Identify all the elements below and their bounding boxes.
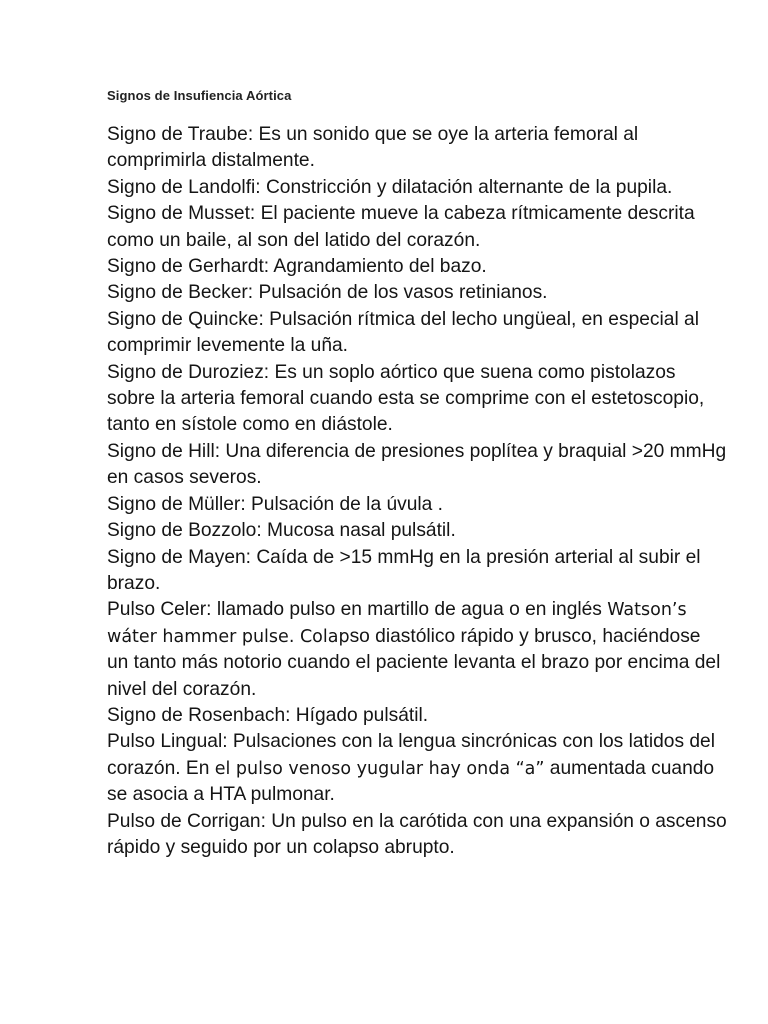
pulso-celer-text-2: Watson’s wáter hammer pulse bbox=[107, 600, 687, 647]
paragraph-muller: Signo de Müller: Pulsación de la úvula . bbox=[107, 493, 443, 515]
paragraph-pulso-celer bbox=[107, 597, 727, 703]
paragraph-bozzolo: Signo de Bozzolo: Mucosa nasal pulsátil. bbox=[107, 520, 456, 542]
paragraph-traube: Signo de Traube: Es un sonido que se oye la arteria femoral al comprimirla distalmente. bbox=[107, 124, 639, 172]
document-body bbox=[107, 122, 727, 861]
paragraph-becker: Signo de Becker: Pulsación de los vasos retinianos. bbox=[107, 282, 548, 304]
pulso-lingual-text-3: aumentada cuando se asocia a HTA pulmonar. bbox=[107, 757, 715, 806]
paragraph-duroziez: Signo de Duroziez: Es un soplo aórtico que suena como pistolazos sobre la arteria femoral cuando esta se comprime con el estetoscopio, tanto en sístole como en diástole. bbox=[107, 361, 705, 436]
paragraph-hill: Signo de Hill: Una diferencia de presiones poplítea y braquial >20 mmHg en casos severos. bbox=[107, 440, 727, 489]
pulso-celer-text-1: Pulso Celer: llamado pulso en martillo de agua o en inglés bbox=[107, 599, 608, 621]
paragraph-mayen: Signo de Mayen: Caída de >15 mmHg en la presión arterial al subir el brazo. bbox=[107, 546, 701, 594]
pulso-lingual-text-1: Pulso Lingual: Pulsaciones con la lengua sincrónicas con los latidos del corazón. En bbox=[107, 731, 715, 779]
paragraph-pulso-lingual bbox=[107, 729, 727, 808]
paragraph-musset: Signo de Musset: El paciente mueve la cabeza rítmicamente descrita como un baile, al son del latido del corazón. bbox=[107, 203, 695, 251]
paragraph-gerhardt: Signo de Gerhardt: Agrandamiento del bazo. bbox=[107, 256, 487, 278]
paragraph-rosenbach: Signo de Rosenbach: Hígado pulsátil. bbox=[107, 704, 429, 726]
pulso-lingual-text-2: el pulso venoso yugular hay onda “a” bbox=[214, 758, 545, 779]
pulso-celer-text-3: . Colap bbox=[288, 626, 350, 647]
document-title: Signos de Insufiencia Aórtica bbox=[107, 88, 292, 103]
paragraph-quincke: Signo de Quincke: Pulsación rítmica del lecho ungüeal, en especial al comprimir levemente la uña. bbox=[107, 308, 699, 357]
paragraph-corrigan: Pulso de Corrigan: Un pulso en la carótida con una expansión o ascenso rápido y seguido por un colapso abrupto. bbox=[107, 810, 727, 858]
paragraph-landolfi: Signo de Landolfi: Constricción y dilatación alternante de la pupila. bbox=[107, 176, 673, 198]
pulso-celer-text-4: so diastólico rápido y brusco, haciéndose un tanto más notorio cuando el paciente levanta el brazo por encima del nivel del corazón. bbox=[107, 625, 721, 700]
